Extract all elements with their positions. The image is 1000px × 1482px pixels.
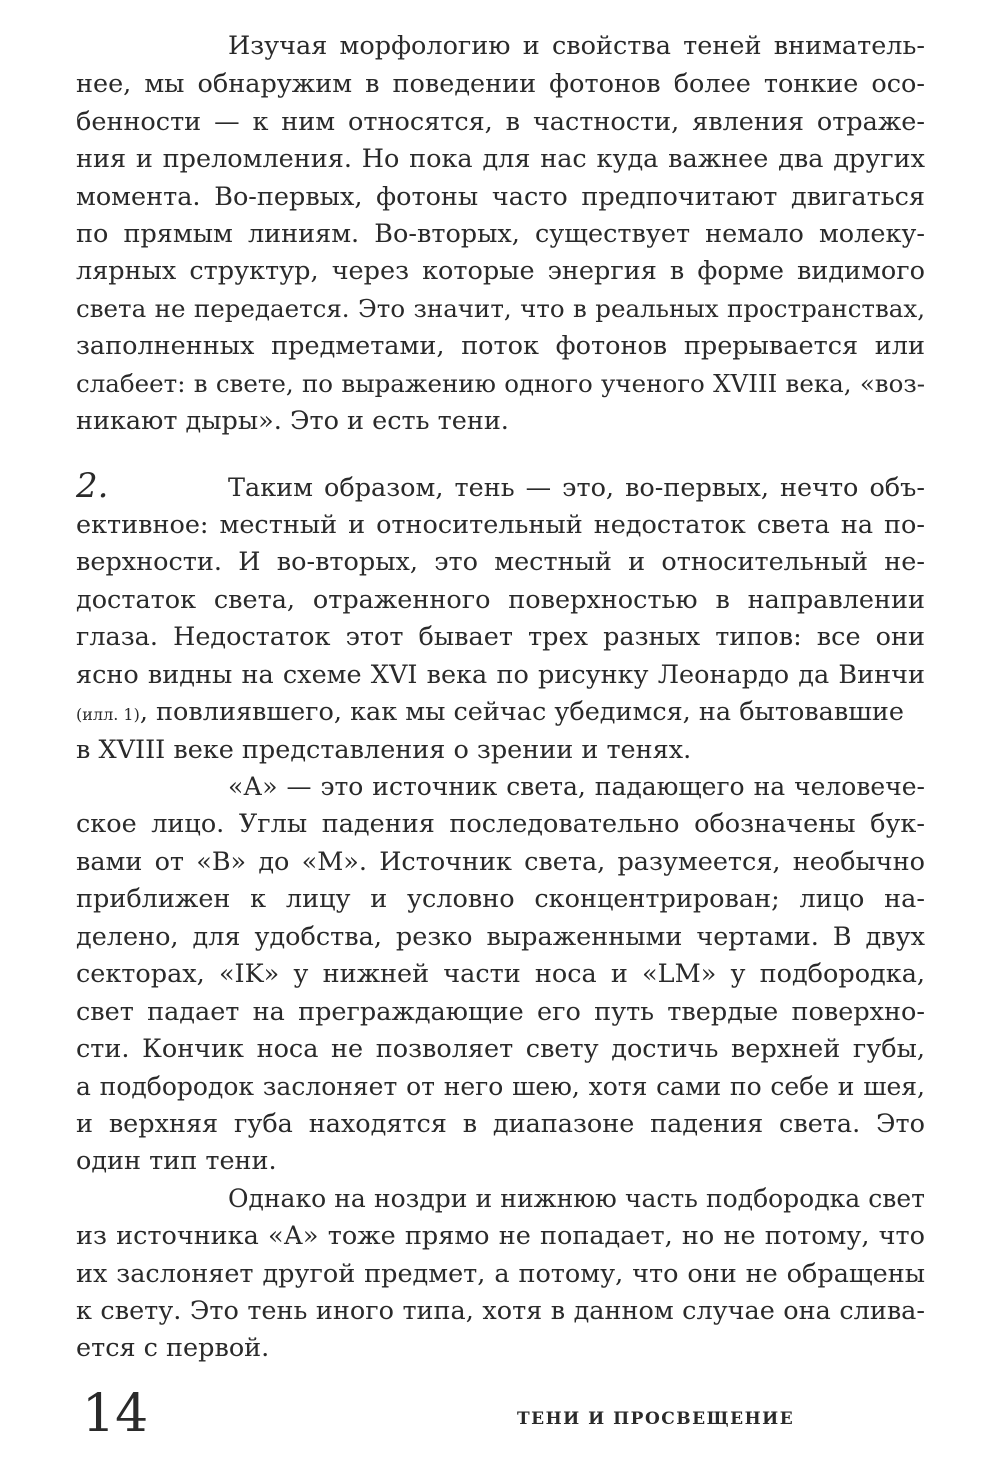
- text-line: свет падает на преграждающие его путь твердые поверхно-: [76, 997, 925, 1027]
- text-line: глаза. Недостаток этот бывает трех разных типов: все они: [76, 622, 925, 652]
- text-fragment: , повлиявшего, как мы сейчас убедимся, на бытовавшие: [139, 697, 905, 727]
- text-line: бенности — к ним относятся, в частности, явления отраже-: [76, 107, 925, 137]
- text-line: нее, мы обнаружим в поведении фотонов более тонкие осо-: [76, 69, 925, 99]
- text-line: света не передается. Это значит, что в реальных пространствах,: [76, 294, 925, 323]
- text-line: никают дыры». Это и есть тени.: [76, 406, 509, 436]
- text-line: ния и преломления. Но пока для нас куда важнее два других: [76, 144, 925, 174]
- text-line: «А» — это источник света, падающего на человече-: [228, 772, 925, 801]
- text-line: по прямым линиям. Во-вторых, существует немало молеку-: [76, 219, 925, 249]
- illustration-reference: (илл. 1): [76, 705, 140, 724]
- text-line: ясно видны на схеме XVI века по рисунку Леонардо да Винчи: [76, 660, 925, 690]
- text-line: делено, для удобства, резко выраженными чертами. В двух: [76, 922, 925, 952]
- text-line: ется с первой.: [76, 1333, 270, 1363]
- text-line: заполненных предметами, поток фотонов прерывается или: [76, 331, 925, 361]
- text-line: один тип тени.: [76, 1146, 277, 1176]
- text-line: из источника «А» тоже прямо не попадает, но не потому, что: [76, 1221, 925, 1251]
- page-number: 14: [82, 1384, 149, 1444]
- text-line: лярных структур, через которые энергия в форме видимого: [76, 256, 925, 286]
- text-line: их заслоняет другой предмет, а потому, что они не обращены: [76, 1259, 925, 1289]
- text-line: верхности. И во-вторых, это местный и относительный не-: [76, 547, 925, 577]
- text-line: [76, 694, 925, 730]
- text-line: вами от «В» до «М». Источник света, разумеется, необычно: [76, 847, 925, 877]
- text-line: и верхняя губа находятся в диапазоне падения света. Это: [76, 1109, 925, 1139]
- text-line: момента. Во-первых, фотоны часто предпочитают двигаться: [76, 182, 925, 212]
- running-head: ТЕНИ И ПРОСВЕЩЕНИЕ: [517, 1409, 795, 1429]
- text-line: сти. Кончик носа не позволяет свету достичь верхней губы,: [76, 1034, 925, 1064]
- text-line: к свету. Это тень иного типа, хотя в данном случае она слива-: [76, 1296, 925, 1326]
- text-line: а подбородок заслоняет от него шею, хотя сами по себе и шея,: [76, 1072, 925, 1101]
- text-line: Однако на ноздри и нижнюю часть подбородка свет: [228, 1184, 925, 1213]
- section-number: 2.: [76, 466, 109, 506]
- text-line: в XVIII веке представления о зрении и тенях.: [76, 735, 692, 765]
- text-line: Таким образом, тень — это, во-первых, нечто объ-: [228, 473, 925, 503]
- text-line: слабеет: в свете, по выражению одного ученого XVIII века, «воз-: [76, 369, 925, 398]
- text-line: достаток света, отраженного поверхностью в направлении: [76, 585, 925, 615]
- text-line: секторах, «IK» у нижней части носа и «LM» у подбородка,: [76, 959, 925, 989]
- text-line: ское лицо. Углы падения последовательно обозначены бук-: [76, 809, 925, 839]
- text-line: приближен к лицу и условно сконцентрирован; лицо на-: [76, 884, 925, 914]
- text-line: ективное: местный и относительный недостаток света на по-: [76, 510, 925, 540]
- text-line: Изучая морфологию и свойства теней вниматель-: [228, 31, 925, 61]
